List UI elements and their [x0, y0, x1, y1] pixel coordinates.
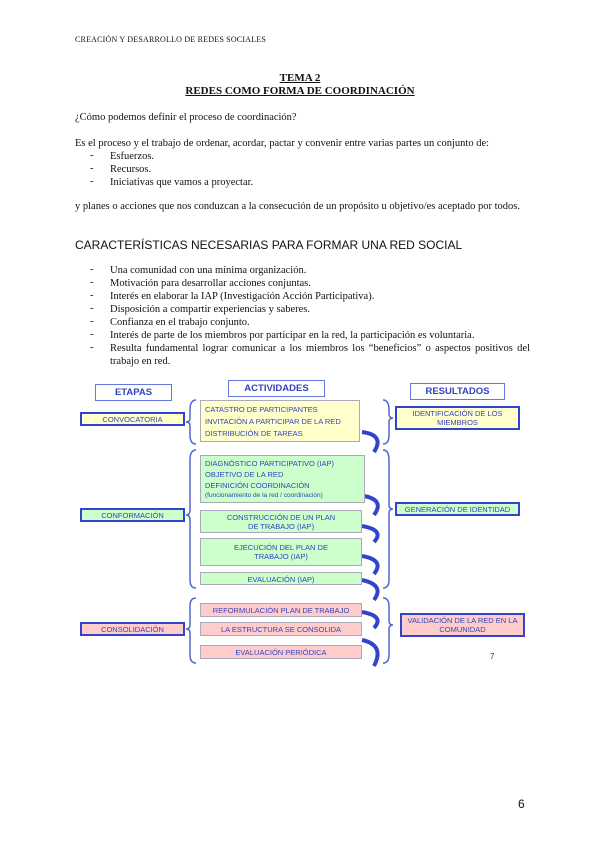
bullet-dash: - — [90, 277, 94, 288]
header-actividades: ACTIVIDADES — [228, 380, 325, 397]
header-resultados: RESULTADOS — [410, 383, 505, 400]
list-item: Iniciativas que vamos a proyectar. — [110, 177, 254, 188]
characteristic-item: Interés en elaborar la IAP (Investigación Acción Participativa). — [110, 291, 375, 302]
activity-evaluacion-periodica: EVALUACIÓN PERIÓDICA — [200, 645, 362, 659]
stage-consolidacion: CONSOLIDACIÓN — [80, 622, 185, 636]
stage-convocatoria: CONVOCATORIA — [80, 412, 185, 426]
flow-arrow — [362, 580, 378, 600]
characteristic-item: Motivación para desarrollar acciones conjuntas. — [110, 278, 311, 289]
intro-paragraph: Es el proceso y el trabajo de ordenar, acordar, pactar y convenir entre varias partes un conjunto de: — [75, 138, 490, 149]
bullet-dash: - — [90, 264, 94, 275]
flow-arrow — [362, 526, 378, 542]
characteristic-item: Confianza en el trabajo conjunto. — [110, 317, 250, 328]
page-title: TEMA 2 — [279, 72, 321, 84]
right-brace — [383, 450, 393, 588]
characteristic-item: Una comunidad con una mínima organización. — [110, 265, 307, 276]
result-identidad: GENERACIÓN DE IDENTIDAD — [395, 502, 520, 516]
activity: INVITACIÓN A PARTICIPAR DE LA RED — [205, 416, 341, 426]
page-subtitle: REDES COMO FORMA DE COORDINACIÓN — [185, 85, 415, 97]
activity-ejecucion: EJECUCIÓN DEL PLAN DE TRABAJO (IAP) — [200, 538, 362, 566]
activity-construccion: CONSTRUCCIÓN DE UN PLAN DE TRABAJO (IAP) — [200, 510, 362, 533]
document-page: CREACIÓN Y DESARROLLO DE REDES SOCIALES TEMA 2 REDES COMO FORMA DE COORDINACIÓN ¿Cómo podemos definir el proceso de coordinación? Es el proceso y el trabajo de ordenar, acordar, pactar y convenir entre varias partes un conjunto de: - Esfuerzos. - Recursos. - Iniciativas que vamos a proyectar. y planes o acciones que nos conduzcan a la consecución de un propósito u objetivo/es aceptado por todos. CARACTERÍSTICAS NECESARIAS PARA FORMAR UNA RED SOCIAL - Una comunidad con una mínima organización. - Motivación para desarrollar acciones conjuntas. - Interés en elaborar la IAP (Investigación Acción Participativa). - Disposición a compartir experiencias y saberes. - Confianza en el trabajo conjunto. - Interés de parte de los miembros por participar en la red, la participación es voluntaria. - Resulta fundamental lograr comunicar a los miembros los “beneficios” o aspectos positivos del trabajo en red. ETAPAS ACTIVIDADES RESULTADOS CONVOCATORIA CONFORMACIÓN CONSOLIDACIÓN IDENTIFICACIÓN DE LOS MIEMBROS GENERACIÓN DE IDENTIDAD VALIDACIÓN DE LA RED EN LA COMUNIDAD CATASTRO DE PARTICIPANTES INVITACIÓN A PARTICIPAR DE LA RED DISTRIBUCIÓN DE TAREAS DIAGNÓSTICO PARTICIPATIVO (IAP) OBJETIVO DE LA RED DEFINICIÓN COORDINACIÓN (funcionamiento de la red / coordinación) CONSTRUCCIÓN DE UN PLAN DE TRABAJO (IAP) EJECUCIÓN DEL PLAN DE TRABAJO (IAP) EVALUACIÓN (IAP) REFORMULACIÓN PLAN DE TRABAJO LA ESTRUCTURA SE CONSOLIDA EVALUACIÓN PERIÓDICA 7 6 — [0, 0, 600, 848]
activity: OBJETIVO DE LA RED — [205, 470, 284, 479]
bullet-dash: - — [90, 342, 94, 353]
right-brace — [383, 400, 393, 444]
left-brace — [186, 400, 196, 444]
bullet-dash: - — [90, 303, 94, 314]
bullet-dash: - — [90, 290, 94, 301]
characteristic-item: Disposición a compartir experiencias y saberes. — [110, 304, 311, 315]
result-validacion: VALIDACIÓN DE LA RED EN LA COMUNIDAD — [400, 613, 525, 637]
activities-conformacion — [200, 455, 365, 503]
flow-arrow — [362, 612, 378, 628]
activity-estructura: LA ESTRUCTURA SE CONSOLIDA — [200, 622, 362, 636]
activity: DIAGNÓSTICO PARTICIPATIVO (IAP) — [205, 459, 335, 468]
activity-reformulacion: REFORMULACIÓN PLAN DE TRABAJO — [200, 603, 362, 617]
section-heading: CARACTERÍSTICAS NECESARIAS PARA FORMAR UNA RED SOCIAL — [75, 238, 463, 252]
characteristic-item: Interés de parte de los miembros por participar en la red, la participación es voluntaria. — [110, 330, 475, 341]
left-brace — [186, 450, 196, 588]
result-identificacion: IDENTIFICACIÓN DE LOS MIEMBROS — [395, 406, 520, 430]
bullet-dash: - — [90, 329, 94, 340]
activity: DEFINICIÓN COORDINACIÓN — [205, 481, 310, 490]
list-item: Esfuerzos. — [110, 151, 155, 162]
list-item: Recursos. — [110, 164, 152, 175]
header-etapas: ETAPAS — [95, 384, 172, 401]
activity: DISTRIBUCIÓN DE TAREAS — [205, 428, 303, 438]
running-header: CREACIÓN Y DESARROLLO DE REDES SOCIALES — [75, 35, 266, 44]
characteristic-item: Resulta fundamental lograr comunicar a los miembros los “beneficios” o aspectos positivos del trabajo en red. — [110, 343, 530, 367]
right-brace — [383, 598, 393, 663]
conclusion-paragraph: y planes o acciones que nos conduzcan a la consecución de un propósito u objetivo/es aceptado por todos. — [75, 201, 520, 212]
flow-arrow — [362, 640, 378, 666]
flow-arrow — [362, 432, 378, 452]
flow-arrow — [364, 496, 378, 515]
activities-convocatoria — [200, 400, 360, 442]
activity-note: (funcionamiento de la red / coordinación) — [205, 492, 323, 499]
stage-conformacion: CONFORMACIÓN — [80, 508, 185, 522]
flow-arrow — [362, 556, 378, 574]
slide-number: 7 — [490, 652, 495, 661]
page-number: 6 — [518, 797, 525, 811]
activity-evaluacion: EVALUACIÓN (IAP) — [200, 572, 362, 585]
question: ¿Cómo podemos definir el proceso de coordinación? — [75, 112, 297, 123]
activity: CATASTRO DE PARTICIPANTES — [205, 404, 318, 414]
left-brace — [186, 598, 196, 663]
bullet-dash: - — [90, 316, 94, 327]
